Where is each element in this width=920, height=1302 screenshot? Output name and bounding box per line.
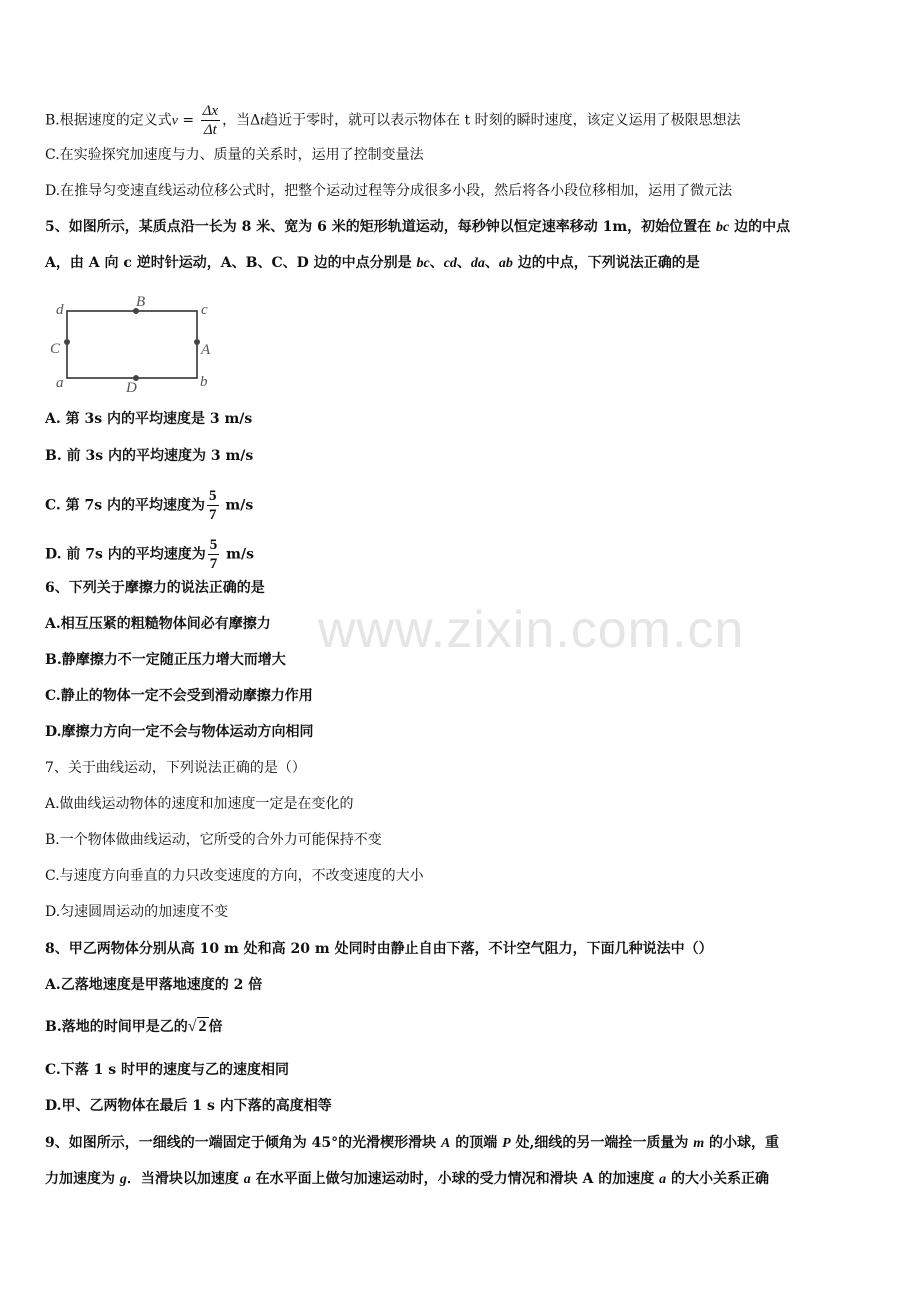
q6-option-b: B.静摩擦力不一定随正压力增大而增大 (45, 652, 286, 668)
q9-stem-line2: 力加速度为 g．当滑块以加速度 a 在水平面上做匀加速运动时，小球的受力情况和滑块 A 的加速度 a 的大小关系正确 (45, 1171, 769, 1187)
point-C (64, 339, 70, 345)
q4-b-fraction: $\frac{\Delta x}{\Delta t}$ (202, 103, 219, 138)
point-A (194, 339, 200, 345)
q9-stem-line1: 9、如图所示，一细线的一端固定于倾角为 45°的光滑楔形滑块 A 的顶端 P 处,细线的另一端拴一质量为 m 的小球，重 (45, 1135, 780, 1151)
q5-stem-line2: A，由 A 向 c 逆时针运动，A、B、C、D 边的中点分别是 bc、cd、da、ab 边的中点，下列说法正确的是 (45, 255, 700, 271)
q5-option-d: D. 前 7s 内的平均速度为 $\frac{5}{7}$ m/s (45, 537, 254, 572)
q7-stem: 7、关于曲线运动，下列说法正确的是（） (45, 760, 306, 776)
q8-option-b: B.落地的时间甲是乙的√ 2 倍 (45, 1018, 223, 1035)
label-A: A (201, 342, 211, 358)
sqrt-two: √ 2 (187, 1018, 207, 1035)
label-d: d (56, 302, 64, 318)
watermark: www.zixin.com.cn (318, 601, 745, 659)
q7-option-a: A.做曲线运动物体的速度和加速度一定是在变化的 (45, 796, 354, 812)
label-B: B (136, 294, 146, 310)
label-a: a (56, 375, 64, 391)
q5-d-fraction: $\frac{5}{7}$ (209, 537, 218, 572)
q6-option-a: A.相互压紧的粗糙物体间必有摩擦力 (45, 616, 271, 632)
q5-option-c: C. 第 7s 内的平均速度为 $\frac{5}{7}$ m/s (45, 488, 254, 523)
q8-option-c: C.下落 1 s 时甲的速度与乙的速度相同 (45, 1062, 290, 1078)
label-b: b (200, 374, 208, 390)
q7-option-b: B.一个物体做曲线运动，它所受的合外力可能保持不变 (45, 832, 382, 848)
q5-option-a: A. 第 3s 内的平均速度是 3 m/s (45, 411, 253, 427)
q4-option-c: C.在实验探究加速度与力、质量的关系时，运用了控制变量法 (45, 147, 424, 163)
q7-option-d: D.匀速圆周运动的加速度不变 (45, 904, 229, 920)
q4-option-d: D.在推导匀变速直线运动位移公式时，把整个运动过程等分成很多小段，然后将各小段位移相加，运用了微元法 (45, 183, 733, 199)
label-D: D (126, 380, 137, 395)
q5-c-fraction: $\frac{5}{7}$ (209, 488, 217, 523)
q7-option-c: C.与速度方向垂直的力只改变速度的方向，不改变速度的大小 (45, 868, 424, 884)
q4-option-b: B.根据速度的定义式v = $\frac{\Delta x}{\Delta t}$ ，当Δt趋近于零时，就可以表示物体在 t 时刻的瞬时速度，该定义运用了极限思想法 (45, 103, 741, 138)
q6-option-c: C.静止的物体一定不会受到滑动摩擦力作用 (45, 688, 313, 704)
q5-stem-line1: 5、如图所示，某质点沿一长为 8 米、宽为 6 米的矩形轨道运动，每秒钟以恒定速率移动 1m，初始位置在 bc 边的中点 (45, 219, 791, 235)
q6-option-d: D.摩擦力方向一定不会与物体运动方向相同 (45, 724, 314, 740)
track-rectangle (67, 311, 197, 378)
q8-option-d: D.甲、乙两物体在最后 1 s 内下落的高度相等 (45, 1098, 332, 1114)
q5-option-b: B. 前 3s 内的平均速度为 3 m/s (45, 448, 254, 464)
q8-stem: 8、甲乙两物体分别从高 10 m 处和高 20 m 处同时由静止自由下落，不计空气阻力，下面几种说法中（） (45, 941, 713, 957)
label-C: C (50, 341, 61, 357)
q5-rectangle-figure (48, 290, 218, 395)
q8-option-a: A.乙落地速度是甲落地速度的 2 倍 (45, 977, 263, 993)
q6-stem: 6、下列关于摩擦力的说法正确的是 (45, 580, 265, 596)
label-c: c (201, 302, 208, 318)
